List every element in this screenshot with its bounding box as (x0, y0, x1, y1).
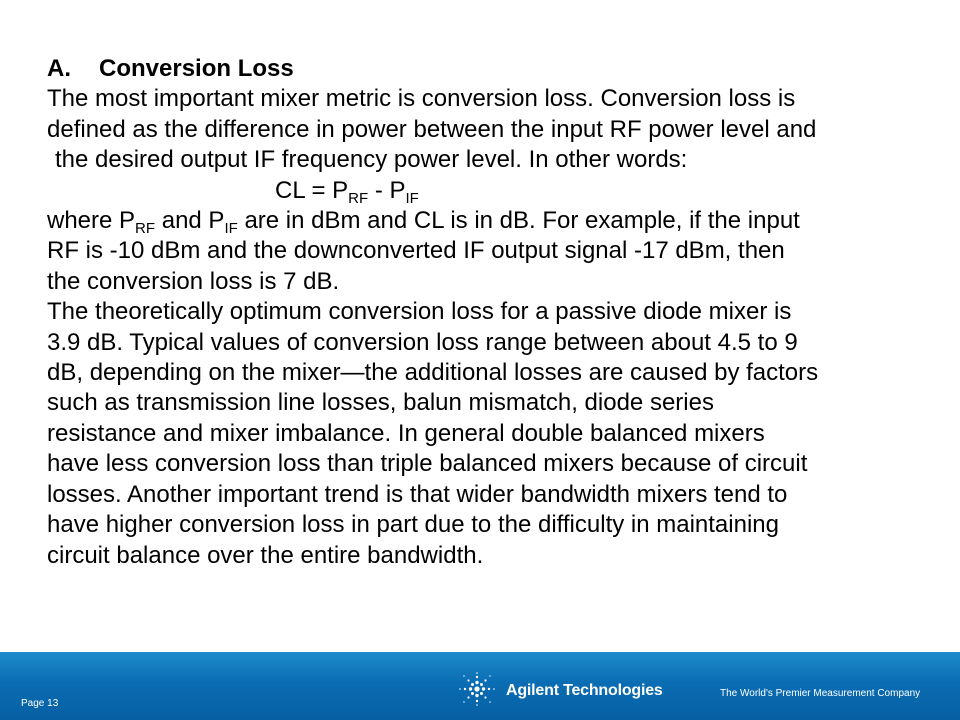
text-run: where P (47, 207, 136, 235)
subscript-if: IF (224, 220, 238, 238)
footer-bar (0, 652, 960, 720)
paragraph-line: The most important mixer metric is conversion loss. Conversion loss is (47, 85, 796, 113)
paragraph-line: RF is -10 dBm and the downconverted IF output signal -17 dBm, then (47, 237, 785, 265)
paragraph-line: such as transmission line losses, balun mismatch, diode series (47, 389, 714, 417)
formula-subscript-if: IF (405, 189, 419, 207)
conversion-loss-formula (47, 176, 927, 206)
slide-body (47, 54, 927, 571)
paragraph-line (47, 206, 927, 236)
paragraph-line: dB, depending on the mixer—the additional losses are caused by factors (47, 359, 819, 387)
paragraph-line: circuit balance over the entire bandwidth. (47, 541, 484, 569)
paragraph-line: resistance and mixer imbalance. In general double balanced mixers (47, 419, 765, 447)
formula-subscript-rf: RF (348, 189, 369, 207)
section-title: Conversion Loss (99, 55, 294, 82)
logo-wordmark: Agilent Technologies (506, 682, 663, 699)
paragraph-line: have higher conversion loss in part due to the difficulty in maintaining (47, 511, 779, 539)
section-heading (47, 54, 927, 84)
paragraph-line: 3.9 dB. Typical values of conversion loss range between about 4.5 to 9 (47, 328, 798, 356)
formula-mid: - P (368, 176, 406, 204)
page-number: Page 13 (21, 698, 59, 709)
company-tagline: The World's Premier Measurement Company (720, 688, 921, 699)
paragraph-line: losses. Another important trend is that wider bandwidth mixers tend to (47, 480, 788, 508)
text-run: and P (155, 207, 225, 235)
paragraph-line: have less conversion loss than triple balanced mixers because of circuit (47, 450, 808, 478)
paragraph-line: the desired output IF frequency power level. In other words: (55, 146, 688, 174)
subscript-rf: RF (135, 220, 156, 238)
paragraph-line: defined as the difference in power between the input RF power level and (47, 115, 817, 143)
section-number: A. (47, 55, 71, 82)
paragraph-line: The theoretically optimum conversion loss for a passive diode mixer is (47, 298, 792, 326)
paragraph-line: the conversion loss is 7 dB. (47, 267, 340, 295)
text-run: are in dBm and CL is in dB. For example, if the input (237, 207, 800, 235)
formula-lhs: CL = P (275, 176, 349, 204)
agilent-spark-icon (458, 672, 496, 706)
